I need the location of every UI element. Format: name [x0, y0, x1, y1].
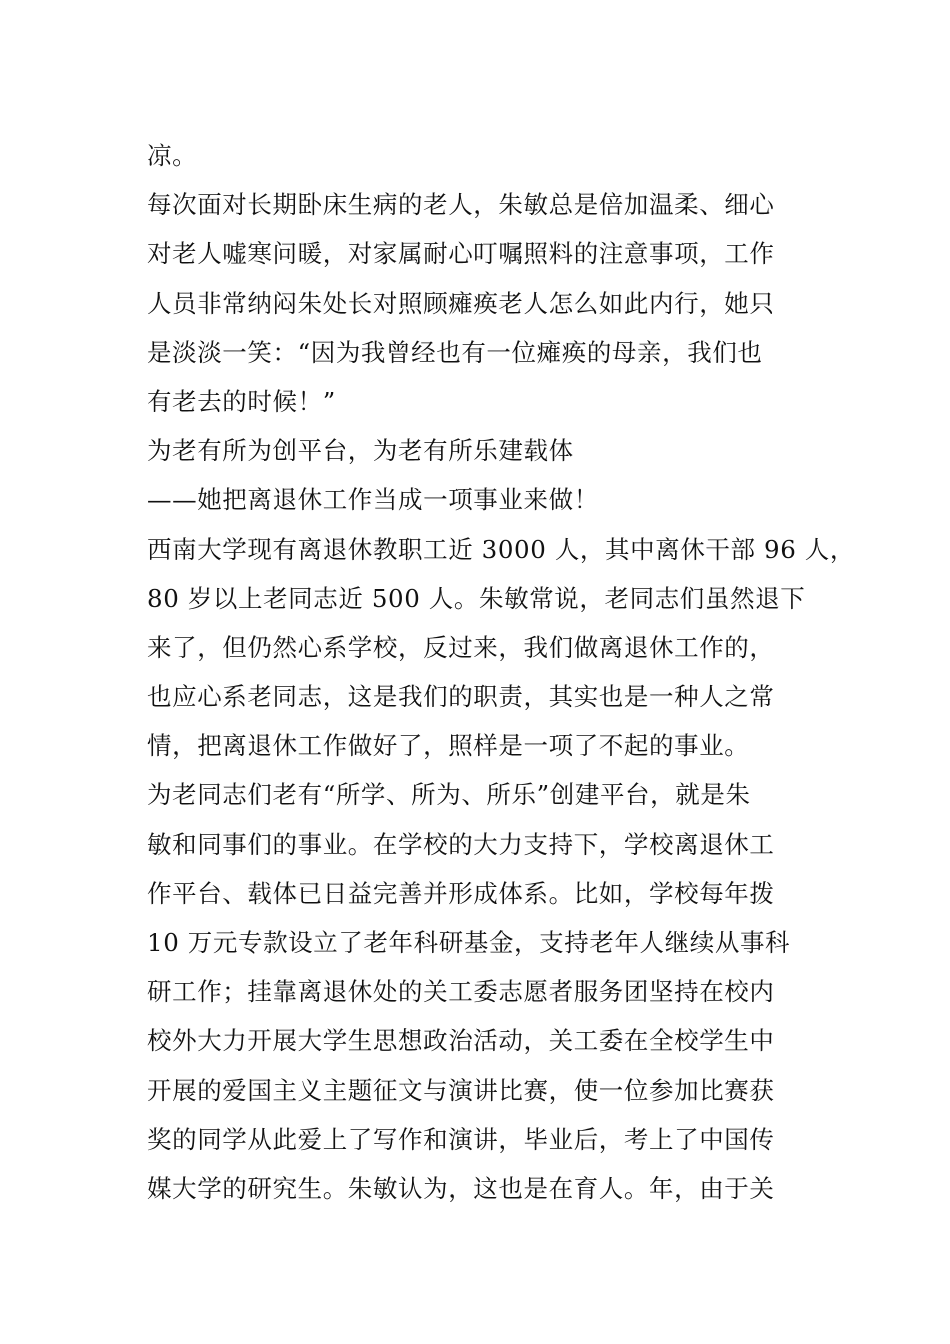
section-subheading: ——她把离退休工作当成一项事业来做！ [147, 485, 599, 515]
text-line: 校外大力开展大学生思想政治活动，关工委在全校学生中 [147, 1026, 775, 1056]
text-line: 凉。 [147, 141, 198, 170]
text-line: 开展的爱国主义主题征文与演讲比赛，使一位参加比赛获 [147, 1075, 775, 1105]
text-line: 对老人嘘寒问暖，对家属耐心叮嘱照料的注意事项，工作 [147, 239, 775, 269]
section-heading: 为老有所为创平台，为老有所乐建载体 [147, 436, 574, 466]
text-line: 来了，但仍然心系学校，反过来，我们做离退休工作的， [147, 632, 775, 662]
text-line: 人员非常纳闷朱处长对照顾瘫痪老人怎么如此内行，她只 [147, 288, 775, 318]
body-text [147, 131, 855, 1213]
text-line: 80 岁以上老同志近 500 人。朱敏常说，老同志们虽然退下 [147, 583, 806, 613]
text-line: 是淡淡一笑：“因为我曾经也有一位瘫痪的母亲，我们也 [147, 337, 763, 367]
text-line: 研工作；挂靠离退休处的关工委志愿者服务团坚持在校内 [147, 977, 775, 1007]
text-line: 作平台、载体已日益完善并形成体系。比如，学校每年拨 [147, 878, 775, 908]
text-line: 奖的同学从此爱上了写作和演讲，毕业后，考上了中国传 [147, 1124, 775, 1154]
text-line: 10 万元专款设立了老年科研基金，支持老年人继续从事科 [147, 928, 791, 957]
text-line: 敏和同事们的事业。在学校的大力支持下，学校离退休工 [147, 829, 775, 859]
text-line: 有老去的时候！” [147, 386, 336, 416]
text-line: 也应心系老同志，这是我们的职责，其实也是一种人之常 [147, 682, 775, 712]
text-line: 媒大学的研究生。朱敏认为，这也是在育人。年，由于关 [147, 1173, 775, 1203]
text-line: 西南大学现有离退休教职工近 3000 人，其中离休干部 96 人， [147, 534, 855, 564]
text-line: 为老同志们老有“所学、所为、所乐”创建平台，就是朱 [147, 780, 751, 810]
text-line: 情，把离退休工作做好了，照样是一项了不起的事业。 [147, 731, 750, 761]
text-line: 每次面对长期卧床生病的老人，朱敏总是倍加温柔、细心 [147, 190, 775, 220]
